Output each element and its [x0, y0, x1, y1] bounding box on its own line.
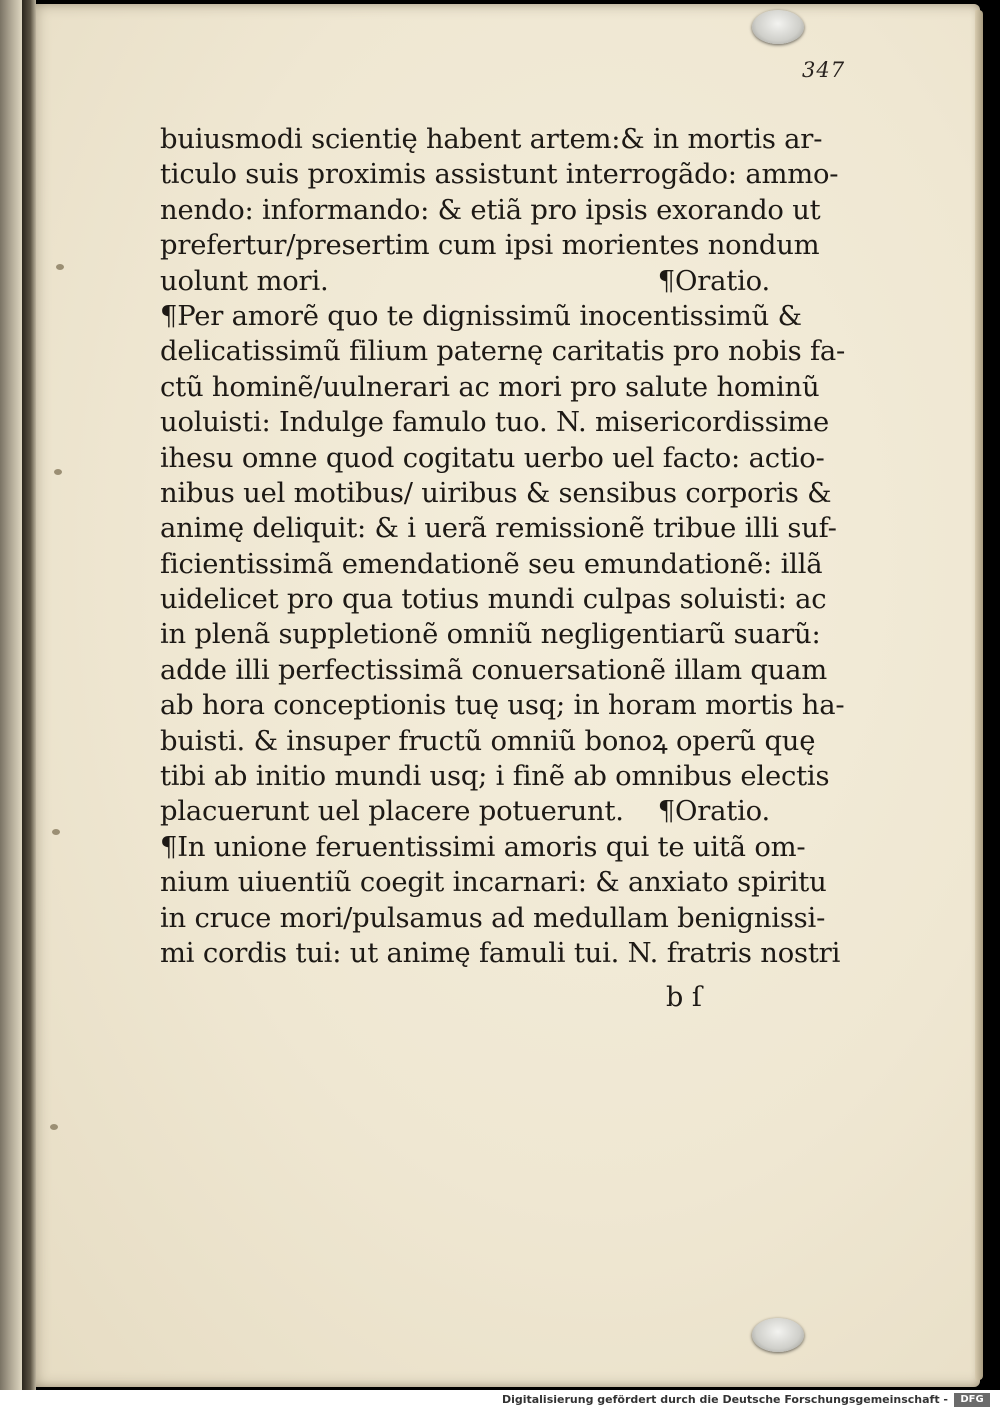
line-text: buisti. & insuper fructũ omniũ bonoꝝ operũ quę	[160, 725, 816, 757]
text-line	[160, 157, 839, 192]
text-line	[160, 122, 823, 157]
text-line	[160, 405, 829, 440]
folio-number: 347	[802, 58, 846, 82]
wormhole	[50, 1124, 58, 1130]
text-line	[160, 936, 841, 971]
line-text: uidelicet pro qua totius mundi culpas soluisti: ac	[160, 584, 827, 616]
line-text: in cruce mori/pulsamus ad medullam benignissi-	[160, 902, 826, 934]
line-text: uoluisti: Indulge famulo tuo. N. misericordissime	[160, 407, 829, 439]
text-line	[160, 547, 823, 582]
text-line	[160, 759, 830, 794]
text-line	[160, 794, 770, 829]
line-text: placuerunt uel placere potuerunt.	[160, 796, 624, 828]
dfg-logo: DFG	[954, 1393, 990, 1407]
text-line	[160, 264, 770, 299]
line-text: prefertur/presertim cum ipsi morientes nondum	[160, 230, 820, 262]
line-text: buiusmodi scientię habent artem:& in mortis ar-	[160, 124, 823, 155]
footer-credit: Digitalisierung gefördert durch die Deutsche Forschungsgemeinschaft -	[501, 1393, 948, 1406]
wormhole	[56, 264, 64, 270]
text-line	[160, 193, 821, 228]
line-text: ficientissimã emendationẽ seu emundationẽ: illã	[160, 548, 823, 580]
text-line	[160, 441, 825, 476]
line-text: tibi ab initio mundi usq; i finẽ ab omnibus electis	[160, 761, 830, 793]
signature-mark: b ſ	[666, 982, 702, 1013]
text-line	[160, 653, 828, 688]
line-text: uolunt mori.	[160, 265, 329, 297]
text-line	[160, 617, 821, 652]
line-text: delicatissimũ filium paternę caritatis pro nobis fa-	[160, 336, 846, 368]
line-text: nium uiuentiũ coegit incarnari: & anxiato spiritu	[160, 867, 827, 899]
text-line	[160, 511, 837, 546]
rubric-heading: ¶Oratio.	[657, 265, 770, 297]
text-line	[160, 724, 816, 759]
text-line	[160, 688, 845, 723]
line-text: ¶In unione feruentissimi amoris qui te uitã om-	[160, 831, 806, 863]
line-text: ticulo suis proximis assistunt interrogãdo: ammo-	[160, 159, 839, 191]
line-text: in plenã suppletionẽ omniũ negligentiarũ suarũ:	[160, 619, 821, 651]
text-line	[160, 228, 820, 263]
text-line	[160, 865, 827, 900]
line-text: adde illi perfectissimã conuersationẽ illam quam	[160, 654, 828, 686]
line-text: ¶Per amorẽ quo te dignissimũ inocentissimũ &	[160, 300, 802, 332]
page-clip-bottom	[752, 1318, 804, 1352]
page-fore-edge	[975, 10, 983, 1380]
text-line	[160, 334, 846, 369]
text-line	[160, 476, 832, 511]
line-text: animę deliquit: & i uerã remissionẽ tribue illi suf-	[160, 513, 837, 545]
footer-bar	[0, 1390, 1000, 1411]
text-line	[160, 582, 827, 617]
text-block	[160, 122, 846, 971]
page-clip-top	[752, 10, 804, 44]
binding-gutter	[22, 0, 36, 1390]
line-text: ctũ hominẽ/uulnerari ac mori pro salute hominũ	[160, 371, 820, 403]
line-text: ihesu omne quod cogitatu uerbo uel facto: actio-	[160, 442, 825, 474]
text-line	[160, 299, 802, 334]
line-text: nibus uel motibus/ uiribus & sensibus corporis &	[160, 477, 832, 509]
text-line	[160, 830, 806, 865]
rubric-heading: ¶Oratio.	[657, 796, 770, 828]
line-text: ab hora conceptionis tuę usq; in horam mortis ha-	[160, 690, 845, 722]
text-line	[160, 370, 820, 405]
line-text: nendo: informando: & etiã pro ipsis exorando ut	[160, 194, 821, 226]
wormhole	[52, 829, 60, 835]
text-line	[160, 901, 826, 936]
line-text: mi cordis tui: ut animę famuli tui. N. fratris nostri	[160, 937, 841, 969]
wormhole	[54, 469, 62, 475]
